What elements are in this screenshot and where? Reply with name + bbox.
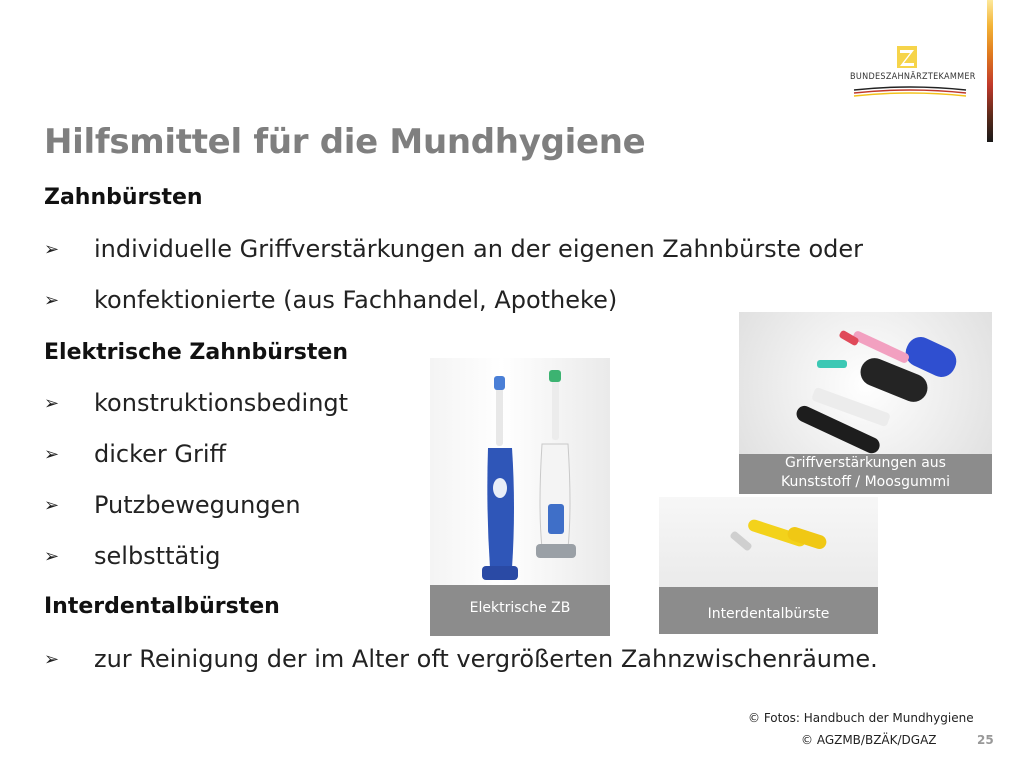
bullet-text: selbsttätig — [94, 542, 221, 570]
arrow-bullet-icon: ➢ — [44, 648, 60, 670]
caption-grips-line-1: Griffverstärkungen aus — [785, 455, 946, 471]
decorative-edge-bar — [987, 0, 993, 142]
caption-interdental: Interdentalbürste — [659, 587, 878, 634]
logo-z-icon — [894, 44, 920, 70]
heading-zahnbuersten: Zahnbürsten — [44, 185, 203, 210]
bullet-text: Putzbewegungen — [94, 491, 301, 519]
logo-text: BUNDESZAHNÄRZTEKAMMER — [850, 72, 976, 82]
heading-elektrische-zahnbuersten: Elektrische Zahnbürsten — [44, 340, 348, 365]
caption-grips — [739, 454, 992, 494]
bullet-item — [44, 491, 301, 519]
bullet-item — [44, 389, 348, 417]
bullet-item — [44, 542, 221, 570]
bullet-item — [44, 645, 878, 673]
bullet-text: konstruktionsbedingt — [94, 389, 349, 417]
arrow-bullet-icon: ➢ — [44, 392, 60, 414]
page-number: 25 — [977, 733, 994, 747]
bullet-item — [44, 286, 617, 314]
caption-grips-line-2: Kunststoff / Moosgummi — [780, 474, 951, 490]
bullet-item — [44, 440, 226, 468]
bullet-item — [44, 235, 863, 263]
copyright: © AGZMB/BZÄK/DGAZ — [801, 733, 937, 747]
bullet-text: konfektionierte (aus Fachhandel, Apotheke) — [94, 286, 618, 314]
bullet-text: individuelle Griffverstärkungen an der eigenen Zahnbürste oder — [94, 235, 864, 263]
bzaek-logo — [850, 44, 976, 104]
photo-grip-enhancements — [739, 312, 992, 494]
slide-title: Hilfsmittel für die Mundhygiene — [44, 122, 646, 162]
photo-credit: © Fotos: Handbuch der Mundhygiene — [748, 711, 974, 725]
bullet-text: dicker Griff — [94, 440, 227, 468]
photo-interdental-brush — [659, 497, 878, 634]
logo-swoosh-icon — [852, 82, 968, 102]
arrow-bullet-icon: ➢ — [44, 494, 60, 516]
bullet-text: zur Reinigung der im Alter oft vergrößerten Zahnzwischenräume. — [94, 645, 878, 673]
arrow-bullet-icon: ➢ — [44, 238, 60, 260]
arrow-bullet-icon: ➢ — [44, 545, 60, 567]
arrow-bullet-icon: ➢ — [44, 289, 60, 311]
caption-electric: Elektrische ZB — [430, 585, 610, 636]
arrow-bullet-icon: ➢ — [44, 443, 60, 465]
heading-interdentalbuersten: Interdentalbürsten — [44, 594, 280, 619]
photo-electric-toothbrushes — [430, 358, 610, 636]
